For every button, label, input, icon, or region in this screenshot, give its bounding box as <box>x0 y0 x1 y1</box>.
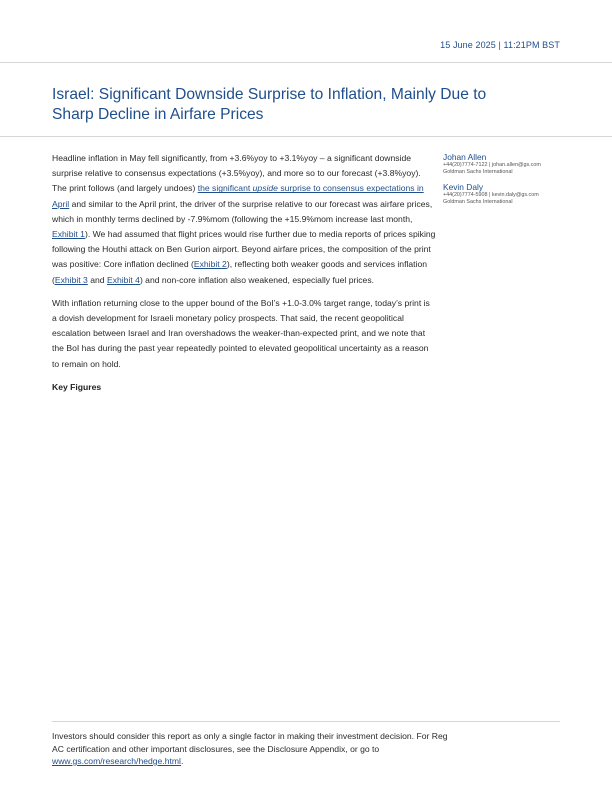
disclosure-footer <box>52 730 452 768</box>
author-org: Goldman Sachs International <box>443 199 513 205</box>
author-contact[interactable]: +44(20)7774-7122 | johan.allen@gs.com <box>443 162 541 168</box>
author-name[interactable]: Kevin Daly <box>443 182 484 192</box>
author-contact[interactable]: +44(20)7774-5908 | kevin.daly@gs.com <box>443 192 539 198</box>
header-divider <box>0 62 612 63</box>
text-run: Headline inflation in May fell significantly, from +3.6%yoy to +3.1%yoy – a significant downside surprise relative to consensus expectations (+3.5%yoy), and more so to our forecast (+3.8%yoy). The print follows (and largely undoes) <box>52 153 421 194</box>
author-org: Goldman Sachs International <box>443 169 513 175</box>
hedge-link[interactable]: www.gs.com/research/hedge.html <box>52 756 181 766</box>
text-run: and <box>87 274 107 285</box>
author-card <box>443 182 573 206</box>
footer-text: Investors should consider this report as only a single factor in making their investment decision. For Reg AC certification and other important disclosures, see the Disclosure Appendix, or go to <box>52 731 448 754</box>
footer-end: . <box>180 756 184 766</box>
title-divider <box>0 136 612 137</box>
author-sidebar <box>443 152 573 212</box>
text-run: ) and non-core inflation also weakened, especially fuel prices. <box>139 274 375 285</box>
paragraph-summary <box>52 151 436 288</box>
report-body <box>52 151 436 395</box>
report-title: Israel: Significant Downside Surprise to Inflation, Mainly Due to Sharp Decline in Airfare Prices <box>52 86 487 123</box>
exhibit-1-link[interactable]: Exhibit 1 <box>52 229 85 240</box>
paragraph-outlook: With inflation returning close to the upper bound of the BoI’s +1.0-3.0% target range, today’s print is a dovish development for Israeli monetary policy prospects. That said, the recent geopolitical escalation between Israel and Iran overshadows the weaker-than-expected print, and we note that the BoI has during the past year repeatedly pointed to elevated geopolitical uncertainty as a reason to remain on hold. <box>52 297 430 369</box>
author-name[interactable]: Johan Allen <box>443 152 487 162</box>
april-surprise-link[interactable]: the significant upside surprise to consensus expectations in April <box>52 183 424 209</box>
text-run: ). We had assumed that flight prices would rise further due to media reports of prices spiking following the Houthi attack on Ben Gurion airport. Beyond airfare prices, the composition of the print was positive: Core inflation declined ( <box>52 229 436 270</box>
text-run: ), reflecting both weaker goods and services inflation ( <box>52 259 427 285</box>
report-datetime: 15 June 2025 | 11:21PM BST <box>440 40 560 50</box>
key-figures-heading: Key Figures <box>52 381 102 392</box>
text-run: and similar to the April print, the driver of the surprise relative to our forecast was airfare prices, which in monthly terms declined by -7.9%mom (following the +15.9%mom increase last month, <box>52 198 433 224</box>
exhibit-2-link[interactable]: Exhibit 2 <box>193 259 227 270</box>
exhibit-3-link[interactable]: Exhibit 3 <box>54 274 88 285</box>
author-card <box>443 152 573 176</box>
exhibit-4-link[interactable]: Exhibit 4 <box>106 274 140 285</box>
footer-divider <box>52 721 560 722</box>
